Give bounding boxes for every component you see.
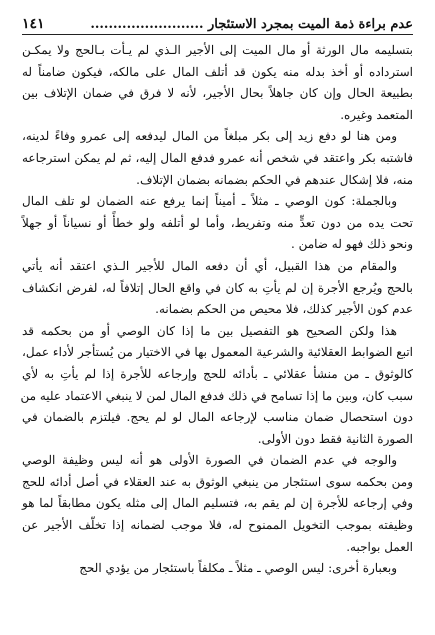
- running-header: [22, 14, 413, 34]
- text-line: وبعبارة أخرى: ليس الوصي ـ مثلاً ـ مكلفاً باستئجار من يؤدي الحج: [79, 561, 397, 576]
- text-line: وفي إرجاعه للأجرة إن لم يقم به، فتسليم المال إلى مثله يكون مطابقاً لما هو: [22, 496, 413, 511]
- paragraph: [22, 450, 413, 558]
- text-line: ونحو ذلك فهو له ضامن .: [290, 237, 413, 252]
- text-line: بالحج ويُرجع الأجرة إن لم يأتِ به كان في واقع الحال إتلافاً له، لفرض انكشاف: [22, 280, 413, 295]
- text-line: هذا ولكن الصحيح هو التفصيل بين ما إذا كان الوصي أو من بحكمه قد: [22, 323, 397, 338]
- text-line: ومن بحكمه سوى استئجار من ينبغي الوثوق به عند العقلاء في أصل أدائه للحج: [22, 474, 413, 489]
- text-line: تحت يده من دون تعدٍّ منه وتفريط، وأما لو أتلفه ولو خطأً أو نسياناً أو جهلاً: [22, 215, 413, 230]
- text-line: فاشتبه بكر واعتقد في شخص أنه عمرو فدفع المال إليه، ثم لم يمكن استرجاعه: [22, 150, 413, 165]
- text-line: سبب كان، وبين ما إذا تسامح في ذلك فدفع المال لمن لا ينبغي الاعتماد عليه من: [20, 388, 413, 403]
- text-line: والمقام من هذا القبيل، أي أن دفعه المال للأجير الـذي اعتقد أنه يأتي: [22, 258, 397, 273]
- text-line: وظيفته بموجب التخويل الممنوح له، فلا موجب لضمانه إذا تخلّف الأجير عن: [22, 518, 413, 533]
- paragraph: [22, 126, 413, 191]
- text-line: وبالجملة: كون الوصي ـ مثلاً ـ أميناً إنما يرفع عنه الضمان لو تلف المال: [22, 194, 397, 209]
- paragraph: [22, 256, 413, 321]
- text-line: اتبع الضوابط العقلائية والشرعية المعمول بها في الاختيار من يُستأجر لأداء عمل،: [22, 345, 413, 360]
- text-line: دون استحصال ضمان مناسب لإرجاعه المال لو لم يحج. فيلتزم بالضمان في: [22, 410, 413, 425]
- running-title: عدم براءة ذمة الميت بمجرد الاستئجار .........................: [90, 16, 413, 32]
- text-line: منه، فلا إشكال عندهم في الحكم بضمانه بضمان الإتلاف.: [136, 172, 413, 187]
- paragraph: [22, 40, 413, 126]
- text-line: بتسليمه مال الورثة أو مال الميت إلى الأجير الـذي لم يـأت بـالحج ولا يمكـن: [22, 43, 413, 57]
- text-line: العمل بواجبه.: [346, 539, 413, 554]
- text-line: استرداده أو أخذ بدله منه يكون قد أتلف المال على مالكه، فيكون ضامناً له: [22, 64, 413, 79]
- text-line: ومن هنا لو دفع زيد إلى بكر مبلغاً من المال ليدفعه إلى عمرو وفاءً لدينه،: [22, 129, 397, 144]
- text-line: الصورة الثانية فقط دون الأولى.: [257, 431, 413, 446]
- paragraph: [22, 558, 413, 580]
- paragraph: [22, 191, 413, 256]
- header-rule: [22, 34, 413, 35]
- page-body: [22, 40, 413, 580]
- text-line: عدم كون الأجير كذلك، فلا محيص من الحكم بضمانه.: [155, 302, 413, 317]
- page-number: ١٤١: [22, 16, 45, 32]
- text-line: والوجه في عدم الضمان في الصورة الأولى هو أنه ليس وظيفة الوصي: [22, 453, 397, 468]
- text-line: المتعمد وغيره.: [340, 107, 413, 122]
- text-line: كالوثوق ـ من منشأ عقلائي ـ بأدائه للحج وإرجاعه للأجرة إذا لم يأتِ به لأي: [22, 366, 413, 381]
- text-line: بطبيعة الحال وإن كان جاهلاً بحال الأجير، لأنه لا فرق في ضمان الإتلاف بين: [22, 86, 413, 101]
- paragraph: [22, 321, 413, 451]
